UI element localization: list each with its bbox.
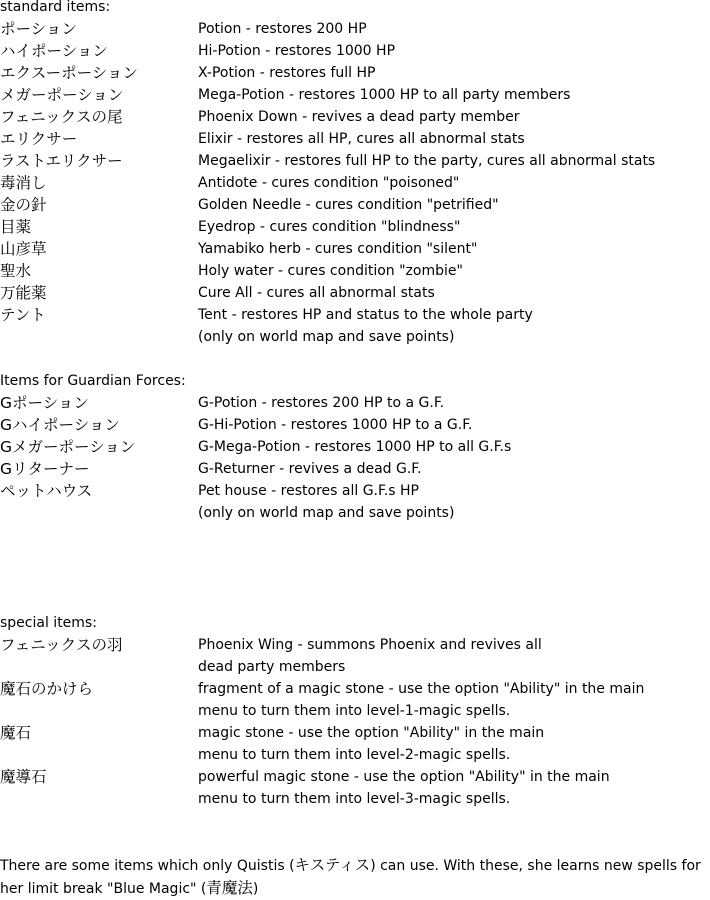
item-japanese-name: 魔石 — [0, 724, 32, 742]
item-row — [0, 282, 710, 304]
item-japanese-name: 金の針 — [0, 196, 47, 214]
item-japanese-name: ラストエリクサー — [0, 152, 123, 170]
item-description-line: Hi-Potion - restores 1000 HP — [198, 43, 396, 59]
item-row — [0, 18, 710, 40]
item-description-line: G-Mega-Potion - restores 1000 HP to all G.F.s — [198, 439, 512, 455]
item-japanese-name: 目薬 — [0, 218, 32, 236]
item-description-line: Yamabiko herb - cures condition "silent" — [198, 241, 478, 257]
item-row — [0, 392, 710, 414]
item-description — [198, 282, 435, 304]
item-description — [198, 392, 444, 414]
item-japanese-name: フェニックスの尾 — [0, 108, 123, 126]
item-row — [0, 722, 710, 766]
item-row — [0, 84, 710, 106]
item-description — [198, 766, 610, 810]
item-description — [198, 84, 570, 106]
item-japanese-name: Gポーション — [0, 394, 89, 412]
standard-items-heading: standard items: — [0, 0, 111, 15]
item-row — [0, 106, 710, 128]
item-japanese-name: エクスーポーション — [0, 64, 138, 82]
standard-items-list — [0, 18, 710, 348]
section-spacer — [0, 590, 710, 612]
item-description-line: powerful magic stone - use the option "Ability" in the main — [198, 769, 610, 785]
item-japanese-name: ポーション — [0, 20, 77, 38]
special-items-heading: special items: — [0, 615, 97, 631]
item-description-line: (only on world map and save points) — [198, 505, 455, 521]
item-row — [0, 128, 710, 150]
item-description — [198, 106, 520, 128]
section-spacer — [0, 832, 710, 854]
item-description-line: G-Hi-Potion - restores 1000 HP to a G.F. — [198, 417, 473, 433]
item-description-line: menu to turn them into level-3-magic spells. — [198, 791, 511, 807]
section-spacer — [0, 568, 710, 590]
item-description-line: fragment of a magic stone - use the option "Ability" in the main — [198, 681, 645, 697]
item-description — [198, 480, 454, 524]
guardian-items-list — [0, 392, 710, 524]
item-japanese-name: Gメガーポーション — [0, 438, 136, 456]
item-description-line: G-Returner - revives a dead G.F. — [198, 461, 422, 477]
item-row — [0, 216, 710, 238]
item-description-line: Golden Needle - cures condition "petrified" — [198, 197, 499, 213]
item-description — [198, 172, 459, 194]
item-description-line: Potion - restores 200 HP — [198, 21, 367, 37]
item-description-line: magic stone - use the option "Ability" in the main — [198, 725, 545, 741]
item-description-line: (only on world map and save points) — [198, 329, 455, 345]
quistis-japanese-name: キスティス — [294, 856, 371, 874]
item-description — [198, 678, 644, 722]
item-row — [0, 414, 710, 436]
item-japanese-name: 聖水 — [0, 262, 32, 280]
item-description-line: Phoenix Down - revives a dead party member — [198, 109, 520, 125]
item-japanese-name: テント — [0, 306, 46, 324]
item-description — [198, 436, 511, 458]
item-description-line: Pet house - restores all G.F.s HP — [198, 483, 419, 499]
item-description-line: menu to turn them into level-1-magic spells. — [198, 703, 511, 719]
item-row — [0, 304, 710, 348]
item-row — [0, 150, 710, 172]
item-description-line: Holy water - cures condition "zombie" — [198, 263, 463, 279]
item-japanese-name: 山彦草 — [0, 240, 47, 258]
item-row — [0, 260, 710, 282]
section-spacer — [0, 810, 710, 832]
item-row — [0, 480, 710, 524]
item-japanese-name: エリクサー — [0, 130, 78, 148]
item-description — [198, 260, 463, 282]
item-japanese-name: 毒消し — [0, 174, 47, 192]
item-description — [198, 150, 655, 172]
item-japanese-name: 魔石のかけら — [0, 680, 94, 698]
item-description — [198, 414, 472, 436]
item-japanese-name: ハイポーション — [0, 42, 108, 60]
item-japanese-name: 万能薬 — [0, 284, 47, 302]
item-row — [0, 766, 710, 810]
item-row — [0, 634, 710, 678]
item-description-line: menu to turn them into level-2-magic spells. — [198, 747, 511, 763]
section-spacer — [0, 348, 710, 370]
item-description — [198, 62, 375, 84]
item-description-line: Phoenix Wing - summons Phoenix and revives all — [198, 637, 542, 653]
item-japanese-name: Gハイポーション — [0, 416, 120, 434]
item-description-line: dead party members — [198, 659, 346, 675]
item-description-line: Cure All - cures all abnormal stats — [198, 285, 435, 301]
item-description-line: Antidote - cures condition "poisoned" — [198, 175, 460, 191]
item-row — [0, 40, 710, 62]
footer-text-2: ) can use. With these, she learns new spells for her limit break "Blue Magic" ( — [0, 858, 701, 897]
item-japanese-name: メガーポーション — [0, 86, 124, 104]
item-row — [0, 436, 710, 458]
section-spacer — [0, 524, 710, 546]
item-description-line: Eyedrop - cures condition "blindness" — [198, 219, 461, 235]
item-description — [198, 458, 422, 480]
item-description — [198, 304, 533, 348]
item-description-line: Elixir - restores all HP, cures all abnormal stats — [198, 131, 525, 147]
item-description-line: X-Potion - restores full HP — [198, 65, 376, 81]
footer-text-3: ) — [252, 881, 259, 897]
item-description-line: Mega-Potion - restores 1000 HP to all party members — [198, 87, 571, 103]
item-description — [198, 634, 542, 678]
item-description — [198, 722, 544, 766]
item-row — [0, 678, 710, 722]
blue-magic-japanese-name: 青魔法 — [206, 879, 253, 897]
item-japanese-name: ペットハウス — [0, 482, 93, 500]
item-description — [198, 194, 499, 216]
item-japanese-name: Gリターナー — [0, 460, 90, 478]
item-description-line: Tent - restores HP and status to the whole party — [198, 307, 533, 323]
item-row — [0, 172, 710, 194]
item-row — [0, 62, 710, 84]
item-description — [198, 18, 367, 40]
special-items-list — [0, 634, 710, 810]
item-description — [198, 40, 395, 62]
item-japanese-name: フェニックスの羽 — [0, 636, 123, 654]
guardian-items-heading: Items for Guardian Forces: — [0, 373, 186, 389]
item-description — [198, 216, 460, 238]
item-description — [198, 238, 477, 260]
item-description-line: Megaelixir - restores full HP to the party, cures all abnormal stats — [198, 153, 656, 169]
item-description — [198, 128, 525, 150]
footer-text-1: There are some items which only Quistis ( — [0, 858, 295, 874]
item-row — [0, 194, 710, 216]
quistis-note — [0, 854, 708, 900]
item-row — [0, 238, 710, 260]
section-spacer — [0, 546, 710, 568]
item-japanese-name: 魔導石 — [0, 768, 47, 786]
item-row — [0, 458, 710, 480]
item-description-line: G-Potion - restores 200 HP to a G.F. — [198, 395, 445, 411]
